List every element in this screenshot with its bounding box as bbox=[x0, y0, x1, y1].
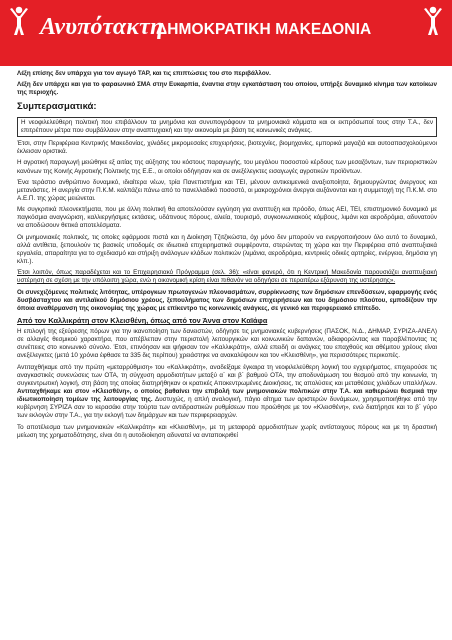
article-body bbox=[17, 70, 437, 443]
paragraph: Η αγροτική παραγωγή μειώθηκε εξ αιτίας της αύξησης του κόστους παραγωγής, του μεγάλου ποσοστού κέρδους των μεσαζόντων, των περιοριστικών κανόνων της Κοινής Αγροτικής Πολιτικής της Ε.Ε., οι οποίοι οδήγησαν και σε ανεξέλεγκτες εισαγωγές αγροτικών προϊόντων. bbox=[17, 159, 437, 175]
intro-line-sma: Λέξη δεν υπάρχει και για το φαραωνικό ΣΜΑ στην Ευκαρπία, έναντια στην εγκατάσταση του οποίου, υπήρξε δυναμικό κίνημα των κατοίκων της περιοχής. bbox=[17, 81, 437, 97]
header-banner bbox=[0, 0, 452, 66]
paragraph: Το αποτέλεσμα των μνημονιακών «Καλλικράτη» και «Κλεισθένη», με τη μεταφορά αρμοδιοτήτων χωρίς αντίστοιχους πόρους και με τη δραστική μείωση της χρηματοδότησης, είναι ότι η αυτοδιοίκηση αδυνατεί να ανταποκριθεί bbox=[17, 423, 437, 439]
brand-name: Ανυπότακτη bbox=[40, 14, 164, 40]
quote-paragraph: Έτσι λοιπόν, όπως παραδέχεται και το Επιχειρησιακό Πρόγραμμα (σελ. 36): «είναι φανερό, ότι η Κεντρική Μακεδονία παρουσιάζει αναπτυξιακή υστέρηση σε σχέση με την υπόλοιπη χώρα, ενώ η οικονομική κρίση είναι πιθανόν να οδηγήσει σε περαιτέρω εξάρυνση της υστέρησης». bbox=[17, 269, 437, 285]
framed-section bbox=[17, 117, 437, 137]
paragraph-bold-text: Αντιταχθήκαμε και στον «Κλεισθένη», ο οποίος βαθαίνει την επιβολή των μνημονιακών πολιτικών στην Τ.Α. και καθιερώνει θεσμικά την ιδιωτικοποίηση τομέων της λειτουργίας της. bbox=[17, 387, 437, 404]
summary-heading: Συμπερασματικά: bbox=[17, 100, 97, 112]
paragraph-text: Αντιταχθήκαμε από την πρώτη «μεταρρύθμιση» του «Καλλικράτη», αναδείξαμε έγκαιρα τη νεοφιλελεύθερη λογική του εγχειρήματος, επιχειρούσε τις αναγκαστικές συνενώσεις των ΟΤΑ, τη σύγχυση αρμοδιοτήτων μεταξύ α΄ και β΄ βαθμού ΟΤΑ, την αποδυνάμωση του θεσμού από την κοινωνία, τη συγκεντρωτική λογική, στη βάση της οποίας διατηρήθηκαν οι κρατικές Αποκεντρωμένες Διοικήσεις, τις απολύσεις και μεταθέσεις χιλιάδων υπαλλήλων. bbox=[17, 363, 437, 387]
banner-title: ΔΗΜΟΚΡΑΤΙΚΗ ΜΑΚΕΔΟΝΙΑ bbox=[156, 21, 372, 38]
bold-paragraph: Οι συνεχιζόμενες πολιτικές λιτότητας, υπέρογκων πρωτογενών πλεονασμάτων, συρρίκνωσης των δημόσιων επενδύσεων, εφαρμογής ενός δυσβάσταχτου και αντιλαϊκού δημόσιου χρέους, ξεπουλήματος των δημόσιων επιχειρήσεων και του δημόσιου πλούτου, εμποδίζουν την όποια αναθέρμανση της οικονομίας της χώρας με επίκεντρο τις κοινωνικές ανάγκες, σε γενικό και περιφερειακό επίπεδο. bbox=[17, 288, 437, 312]
paragraph bbox=[17, 364, 437, 421]
intro-line-tap: Λέξη επίσης δεν υπάρχει για τον αγωγό TAP, και τις επιπτώσεις του στο περιβάλλον. bbox=[17, 70, 271, 77]
paragraph: Η νεοφιλελεύθερη πολιτική που επιβάλλουν τα μνημόνια και συνυπογράφουν τα μνημονιακά κόμματα και οι εκπρόσωποί τους στην Τ.Α., δεν επιτρέπουν μέτρα που συμβάλλουν στην αναπτυχιακή και την οικονομία με βάση τις κοινωνικές ανάγκες. bbox=[21, 118, 433, 134]
raised-arms-figure-icon bbox=[8, 6, 30, 36]
paragraph-text: Δυστυχώς, η απλή αναλογική, πάγιο αίτημα των αριστερών δυνάμεων, χρησιμοποιήθηκε από την κυβέρνηση ΣΥΡΙΖΑ σαν το κερασάκι στην τούρτα των αντιδραστικών ρυθμίσεων που προώθησε με τον «Κλεισθένη», ενώ διατήρησε και το β΄ γύρο των εκλογών στην Τ.Α., για την εκλογή των δημάρχων και των περιφερειαρχών. bbox=[17, 396, 437, 420]
paragraph: Έτσι, στην Περιφέρεια Κεντρικής Μακεδονίας, χιλιάδες μικρομεσαίες επιχειρήσεις, βιοτεχνίες, βιομηχανίες, εμπορικά μαγαζιά και αυτοαπασχολούμενοι έκλεισαν οριστικά. bbox=[17, 140, 437, 156]
paragraph: Με συγκριτικά πλεονεκτήματα, που με άλλη πολιτική θα αποτελούσαν εγγύηση για αναπτυξη και πρόοδο, όπως ΑΕΙ, ΤΕΙ, επιστημονικό δυναμικό με παγκόσμια αναγνώριση, καλλιεργήσιμες εκτάσεις, υδάτινους πόρους, αλιεία, τουρισμό, συγκοινωνιακούς κόμβους, λιμάνι και αεροδρόμια, αδυνατούν να αποδώσουν θετικά αποτελέσματα. bbox=[17, 206, 437, 230]
raised-arms-figure-icon bbox=[422, 6, 444, 36]
paragraph: Ένα τεράστιο ανθρώπινο δυναμικό, ιδιαίτερα νέων, τρία Πανεπιστήμια και ΤΕΙ, μένουν αντικειμενικά αναξιοποίητα, δημιουργώντας άνεργους και μετανάστες. Η ανεργία στην Π.Κ.Μ. καλπάζει πάνω από το πανελλαδικό ποσοστό, οι μακροχρόνιοι άνεργοι αυξάνονται και η συμμετοχή της Π.Κ.Μ. στο Α.Ε.Π. της χώρας μειώνεται. bbox=[17, 178, 437, 202]
paragraph: Οι μνημονιακές πολιτικές, τις οποίες εφάρμοσε πιστά και η Διοίκηση Τζιτζικώστα, όχι μόνο δεν μπορούν να ενεργοποιήσουν όλο αυτό το δυναμικό, αλλά αντίθετα, ξεπουλούν τις βασικές υποδομές σε ιδιωτικά επιχειρηματικά συμφέροντα, στερώντας τη χώρα και την Περιφέρεια από αναπτυξιακά εργαλεία, απαραίτητα για το σχεδιασμό και στήριξη ανάλογων κλάδων πολιτικών (λιμάνια, αεροδρόμια, κεντρικές οδικές αρτηρίες, ενέργεια, δημόσια γη κλπ.). bbox=[17, 233, 437, 265]
section-heading: Από τον Καλλικράτη στον Κλεισθένη, όπως από τον Άννα στον Καϊάφα bbox=[17, 316, 268, 326]
paragraph: Η επιλογή της εξεύρεσης πόρων για την ικανοποίηση των δανειστών, οδήγησε τις μνημονιακές κυβερνήσεις (ΠΑΣΟΚ, Ν.Δ., ΔΗΜΑΡ, ΣΥΡΙΖΑ-ΑΝΕΛ) σε αλλαγές θεσμικού χαρακτήρα, που απέβλεπαν στην περιστολή λειτουργικών και κοινωνικών δαπανών, αδιαφορώντας και παραβλέποντας τις συνέπειες στο κοινωνικό σύνολο. Έτσι, επινόησαν και ψήφισαν τον «Καλλικράτη», αλλά επειδή οι ανάγκες του επαχθούς και αθέμιτου χρέους είναι ανεξέλεγκτες (μετά 10 χρόνια έφθασε τα 335 δις περίπου) χρειάστηκε να ανακαλύψουν και τον «Κλεισθένη», για περισσότερες περικοπές. bbox=[17, 328, 437, 360]
